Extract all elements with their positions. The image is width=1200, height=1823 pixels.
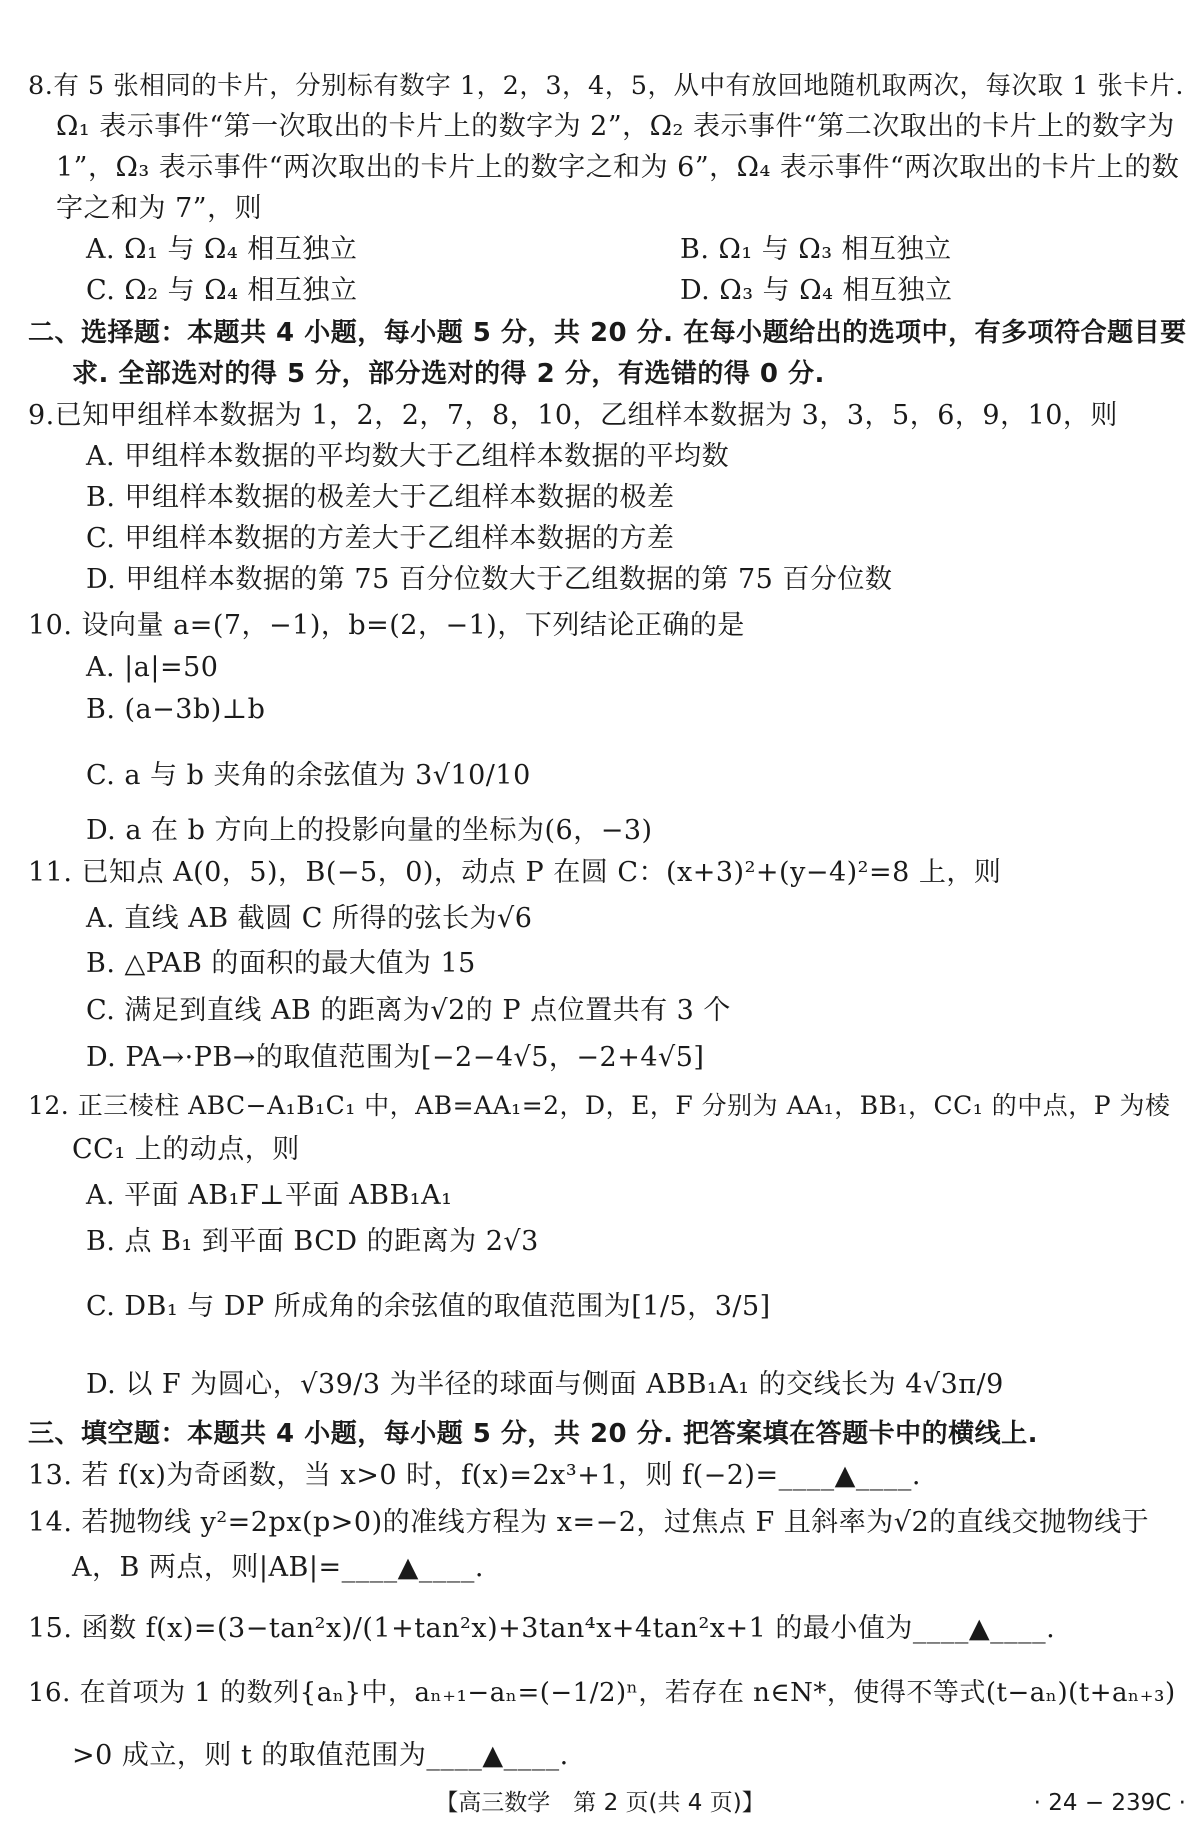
q11-option-b: B. △PAB 的面积的最大值为 15 xyxy=(86,948,476,979)
q8-option-b: B. Ω₁ 与 Ω₃ 相互独立 xyxy=(680,234,952,265)
q10-stem: 10. 设向量 a=(7，−1)，b=(2，−1)，下列结论正确的是 xyxy=(28,610,745,641)
q8-option-a: A. Ω₁ 与 Ω₄ 相互独立 xyxy=(86,234,358,265)
q13: 13. 若 f(x)为奇函数，当 x>0 时，f(x)=2x³+1，则 f(−2)=____▲____. xyxy=(28,1460,921,1491)
q9-option-a: A. 甲组样本数据的平均数大于乙组样本数据的平均数 xyxy=(86,441,730,472)
q8-option-d: D. Ω₃ 与 Ω₄ 相互独立 xyxy=(680,275,953,306)
q14-line-1: 14. 若抛物线 y²=2px(p>0)的准线方程为 x=−2，过焦点 F 且斜率为√2的直线交抛物线于 xyxy=(28,1507,1150,1538)
q12-option-c: C. DB₁ 与 DP 所成角的余弦值的取值范围为[1/5，3/5] xyxy=(86,1291,771,1322)
q11-option-d: D. PA→·PB→的取值范围为[−2−4√5，−2+4√5] xyxy=(86,1042,705,1073)
section-3-heading: 三、填空题：本题共 4 小题，每小题 5 分，共 20 分. 把答案填在答题卡中的横线上. xyxy=(28,1419,1038,1449)
section-2-heading-cont: 求. 全部选对的得 5 分，部分选对的得 2 分，有选错的得 0 分. xyxy=(72,359,825,389)
page-footer: 【高三数学 第 2 页(共 4 页)】 xyxy=(435,1790,765,1816)
q8-line-4: 字之和为 7”，则 xyxy=(56,193,263,224)
section-2-heading: 二、选择题：本题共 4 小题，每小题 5 分，共 20 分. 在每小题给出的选项中，有多项符合题目要 xyxy=(28,318,1187,348)
q11-stem: 11. 已知点 A(0，5)，B(−5，0)，动点 P 在圆 C：(x+3)²+(y−4)²=8 上，则 xyxy=(28,857,1002,888)
q9-option-d: D. 甲组样本数据的第 75 百分位数大于乙组数据的第 75 百分位数 xyxy=(86,564,893,595)
q10-option-d: D. a 在 b 方向上的投影向量的坐标为(6，−3) xyxy=(86,815,653,846)
q9-option-c: C. 甲组样本数据的方差大于乙组样本数据的方差 xyxy=(86,523,675,554)
q16-line-1: 16. 在首项为 1 的数列{aₙ}中，aₙ₊₁−aₙ=(−1/2)ⁿ，若存在 n∈N*，使得不等式(t−aₙ)(t+aₙ₊₃) xyxy=(28,1678,1176,1708)
q8-line-2: Ω₁ 表示事件“第一次取出的卡片上的数字为 2”，Ω₂ 表示事件“第二次取出的卡片上的数字为 xyxy=(56,111,1175,142)
q12-option-b: B. 点 B₁ 到平面 BCD 的距离为 2√3 xyxy=(86,1226,539,1257)
q11-option-c: C. 满足到直线 AB 的距离为√2的 P 点位置共有 3 个 xyxy=(86,995,731,1026)
q11-option-a: A. 直线 AB 截圆 C 所得的弦长为√6 xyxy=(86,903,533,934)
q16-line-2: >0 成立，则 t 的取值范围为____▲____. xyxy=(72,1740,569,1771)
q9-option-b: B. 甲组样本数据的极差大于乙组样本数据的极差 xyxy=(86,482,675,513)
q12-line-1: 12. 正三棱柱 ABC−A₁B₁C₁ 中，AB=AA₁=2，D，E，F 分别为 AA₁，BB₁，CC₁ 的中点，P 为棱 xyxy=(28,1091,1171,1120)
q10-option-c: C. a 与 b 夹角的余弦值为 3√10/10 xyxy=(86,760,531,791)
q14-line-2: A，B 两点，则|AB|=____▲____. xyxy=(72,1552,484,1583)
paper-code: · 24 − 239C · xyxy=(1033,1790,1186,1816)
q8-line-1: 8.有 5 张相同的卡片，分别标有数字 1，2，3，4，5，从中有放回地随机取两次，每次取 1 张卡片. xyxy=(28,71,1185,101)
q15: 15. 函数 f(x)=(3−tan²x)/(1+tan²x)+3tan⁴x+4tan²x+1 的最小值为____▲____. xyxy=(28,1613,1056,1644)
q10-option-b: B. (a−3b)⊥b xyxy=(86,694,266,725)
q8-line-3: 1”，Ω₃ 表示事件“两次取出的卡片上的数字之和为 6”，Ω₄ 表示事件“两次取出的卡片上的数 xyxy=(56,152,1180,183)
q10-option-a: A. |a|=50 xyxy=(86,652,219,683)
q12-option-d: D. 以 F 为圆心，√39/3 为半径的球面与侧面 ABB₁A₁ 的交线长为 4√3π/9 xyxy=(86,1369,1004,1400)
q12-option-a: A. 平面 AB₁F⊥平面 ABB₁A₁ xyxy=(86,1180,453,1211)
q12-line-2: CC₁ 上的动点，则 xyxy=(72,1134,300,1165)
q8-option-c: C. Ω₂ 与 Ω₄ 相互独立 xyxy=(86,275,358,306)
q9-stem: 9.已知甲组样本数据为 1，2，2，7，8，10，乙组样本数据为 3，3，5，6，9，10，则 xyxy=(28,400,1118,431)
